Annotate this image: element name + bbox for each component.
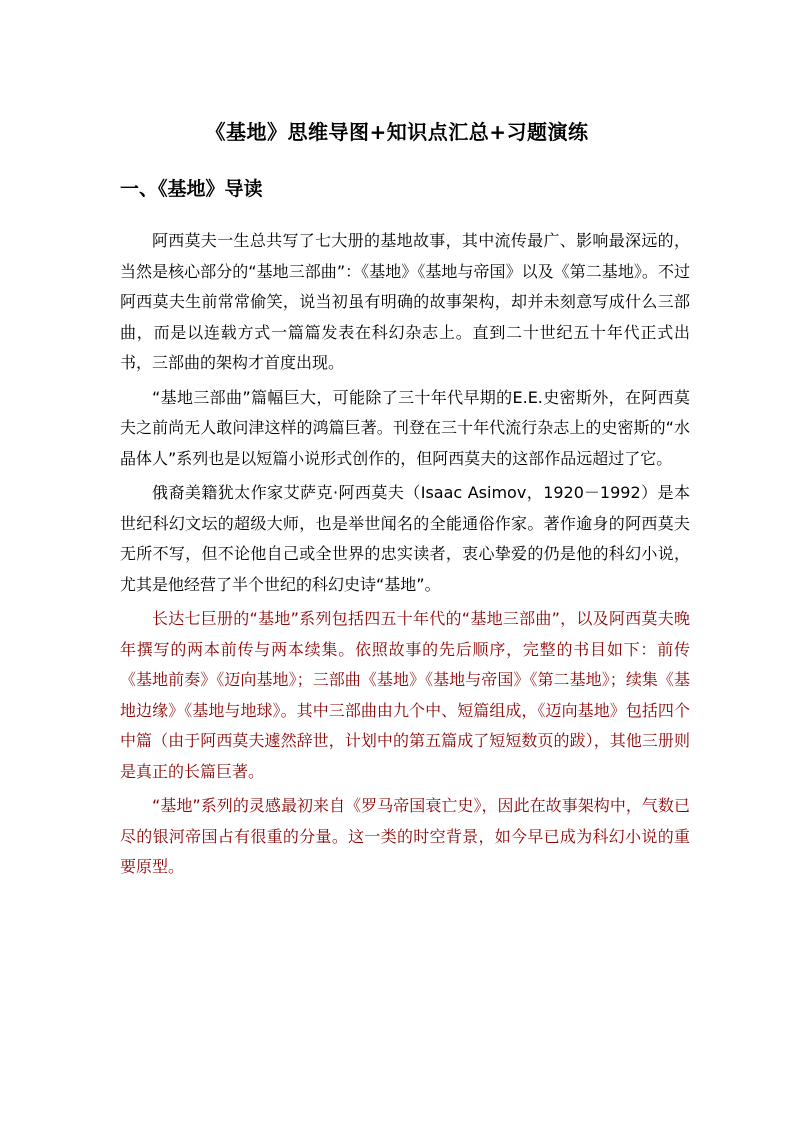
document-body: [120, 226, 690, 887]
paragraph-3: 俄裔美籍犹太作家艾萨克·阿西莫夫（Isaac Asimov，1920－1992）是本世纪科幻文坛的超级大师，也是举世闻名的全能通俗作家。著作逾身的阿西莫夫无所不写，但不论他自己或全世界的忠实读者，衷心挚爱的仍是他的科幻小说，尤其是他经营了半个世纪的科幻史诗“基地”。: [120, 483, 690, 594]
paragraph-1: 阿西莫夫一生总共写了七大册的基地故事，其中流传最广、影响最深远的，当然是核心部分的“基地三部曲”：《基地》《基地与帝国》以及《第二基地》。不过阿西莫夫生前常常偷笑，说当初虽有明确的故事架构，却并未刻意写成什么三部曲，而是以连载方式一篇篇发表在科幻杂志上。直到二十世纪五十年代正式出书，三部曲的架构才首度出现。: [120, 231, 690, 372]
paragraph-5: “基地”系列的灵感最初来自《罗马帝国衰亡史》，因此在故事架构中，气数已尽的银河帝国占有很重的分量。这一类的时空背景，如今早已成为科幻小说的重要原型。: [120, 796, 690, 876]
document-title: 《基地》思维导图+知识点汇总+习题演练: [205, 120, 589, 144]
paragraph-4: 长达七巨册的“基地”系列包括四五十年代的“基地三部曲”，以及阿西莫夫晚年撰写的两本前传与两本续集。依照故事的先后顺序，完整的书目如下：前传《基地前奏》《迈向基地》；三部曲《基地》《基地与帝国》《第二基地》；续集《基地边缘》《基地与地球》。其中三部曲由九个中、短篇组成，《迈向基地》包括四个中篇（由于阿西莫夫遽然辞世，计划中的第五篇成了短短数页的跋），其他三册则是真正的长篇巨著。: [120, 609, 690, 781]
paragraph-2: “基地三部曲”篇幅巨大，可能除了三十年代早期的E.E.史密斯外，在阿西莫夫之前尚无人敢问津这样的鸿篇巨著。刊登在三十年代流行杂志上的史密斯的“水晶体人”系列也是以短篇小说形式创作的，但阿西莫夫的这部作品远超过了它。: [120, 387, 690, 468]
section-heading: 一、《基地》导读: [120, 178, 263, 200]
